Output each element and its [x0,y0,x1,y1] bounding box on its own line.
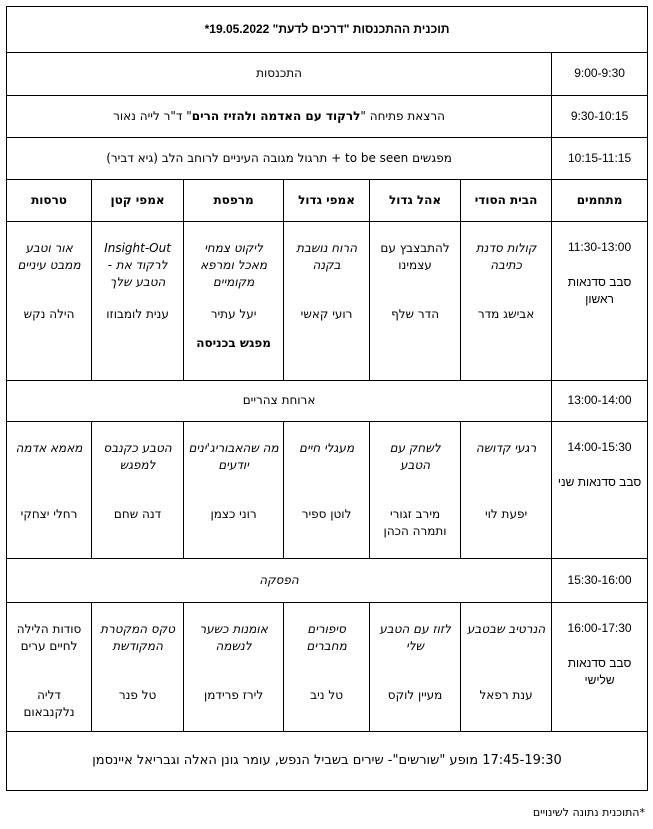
session-title: סודות הלילה לחיים ערים [16,621,82,653]
session-cell [370,602,461,731]
opening-lecture-suffix: " ד"ר לייה נאור [113,108,192,123]
session-speaker: יעל עתיר [210,307,257,322]
round-label: סבב סדנאות ראשון [567,275,632,307]
session-cell [461,222,552,381]
session-title: להתבצבץ עם עצמינו [380,241,450,273]
session-cell [284,421,370,559]
gathering-cell: התכנסות [7,53,552,95]
session-speaker: ענית לומבוזו [106,307,169,322]
meetings-practice-text: + תרגול מגובה העיניים לרוחב הלב (גיא דביר) [106,150,342,165]
time-cell: 13:00-14:00 [552,381,648,421]
opening-lecture-title: לרקוד עם האדמה ולהזיז הרים [191,108,361,123]
session-speaker: ענת רפאל [479,687,533,702]
session-cell [7,421,92,559]
session-cell [92,602,184,731]
column-header-big-amphi: אמפי גדול [284,180,370,222]
session-speaker: דליה נלקנבאום [23,687,75,719]
session-speaker: רועי קאשי [300,307,353,322]
time-cell: 9:30-10:15 [552,95,648,137]
session-title: סיפורים מחברים [306,621,347,653]
round-time: 11:30-13:00 [567,240,632,255]
session-speaker: הדר שלף [391,307,440,322]
session-title: מאמא אדמה [15,440,83,455]
session-title: טקס המקטרת המקודשת [100,621,175,653]
break-cell: הפסקה [7,559,552,602]
session-title: מה שהאבוריג'ינים יודעים [188,440,279,472]
session-speaker: מעיין לוקס [387,687,443,702]
round-time: 14:00-15:30 [567,439,632,454]
session-title: Insight-Out לרקוד את - הטבע שלך [104,241,171,290]
session-title: אור וטבע ממבט עיניים [17,241,81,273]
column-header-small-amphi: אמפי קטן [92,180,184,222]
column-header-terraces: טרסות [7,180,92,222]
round-time-cell [552,222,648,381]
session-title: קולות סדנת כתיבה [475,241,537,273]
schedule-table [6,6,648,791]
session-title: ליקוט צמחי מאכל ומרפא מקומיים [200,241,267,290]
session-speaker: יפעת לוי [484,506,528,521]
session-speaker: מירב זגורי ותמרה הכהן [383,506,447,538]
to-be-seen-label: to be seen [344,150,409,165]
session-title: אומנות כשער לנשמה [199,621,268,653]
session-cell [92,421,184,559]
column-header-balcony: מרפסת [184,180,284,222]
session-title: רגעי קדושה [475,440,537,455]
round-time-cell [552,421,648,559]
session-cell [461,602,552,731]
session-speaker: לירז פרידמן [203,687,264,702]
session-cell [461,421,552,559]
page-title: תוכנית ההתכנסות "דרכים לדעת" 19.05.2022* [7,7,648,53]
session-cell [284,222,370,381]
session-title: לשחק עם הטבע [389,440,441,472]
session-speaker: רחלי יצחקי [20,506,78,521]
session-cell [284,602,370,731]
opening-lecture-cell [7,95,552,137]
round-time-cell [552,602,648,731]
session-cell [7,602,92,731]
column-header-big-tent: אהל גדול [370,180,461,222]
session-cell [370,222,461,381]
session-title: לזוז עם הטבע שלי [379,621,451,653]
session-speaker: טל פנר [118,687,157,702]
column-header-areas: מתחמים [552,180,648,222]
opening-lecture-prefix: הרצאת פתיחה " [360,108,445,123]
session-title: הנרטיב שבטבע [466,621,546,636]
time-cell: 10:15-11:15 [552,137,648,179]
round-label: סבב סדנאות שני [557,474,642,489]
meetings-label: מפגשים [412,150,452,165]
session-title: הטבע כקנבס למפגש [103,440,172,472]
round-label: סבב סדנאות שלישי [567,655,632,687]
footnote: *התוכנית נתונה לשינויים [532,806,645,819]
time-cell: 9:00-9:30 [552,53,648,95]
session-cell [92,222,184,381]
session-cell [184,602,284,731]
meeting-point-note: מפגש בכניסה [196,336,271,351]
session-cell [184,222,284,381]
round-time: 16:00-17:30 [567,620,632,635]
session-speaker: אבישג מדר [477,307,535,322]
column-header-secret-house: הבית הסודי [461,180,552,222]
lunch-cell: ארוחת צהריים [7,381,552,421]
session-speaker: הילה נקש [23,307,75,322]
time-cell: 15:30-16:00 [552,559,648,602]
session-speaker: טל ניב [310,687,343,702]
session-speaker: רוני כצמן [210,506,257,521]
session-cell [184,421,284,559]
session-title: הרוח נושבת בקנה [296,241,358,273]
session-cell [7,222,92,381]
meetings-cell [7,137,552,179]
session-title: מעגלי חיים [299,440,355,455]
session-speaker: לוטן ספיר [301,506,352,521]
session-speaker: דנה שחם [113,506,162,521]
closing-show-cell: 17:45-19:30 מופע "שורשים"- שירים בשביל הנפש, עומר גונן האלה וגבריאל איינסמן [7,731,648,790]
session-cell [370,421,461,559]
